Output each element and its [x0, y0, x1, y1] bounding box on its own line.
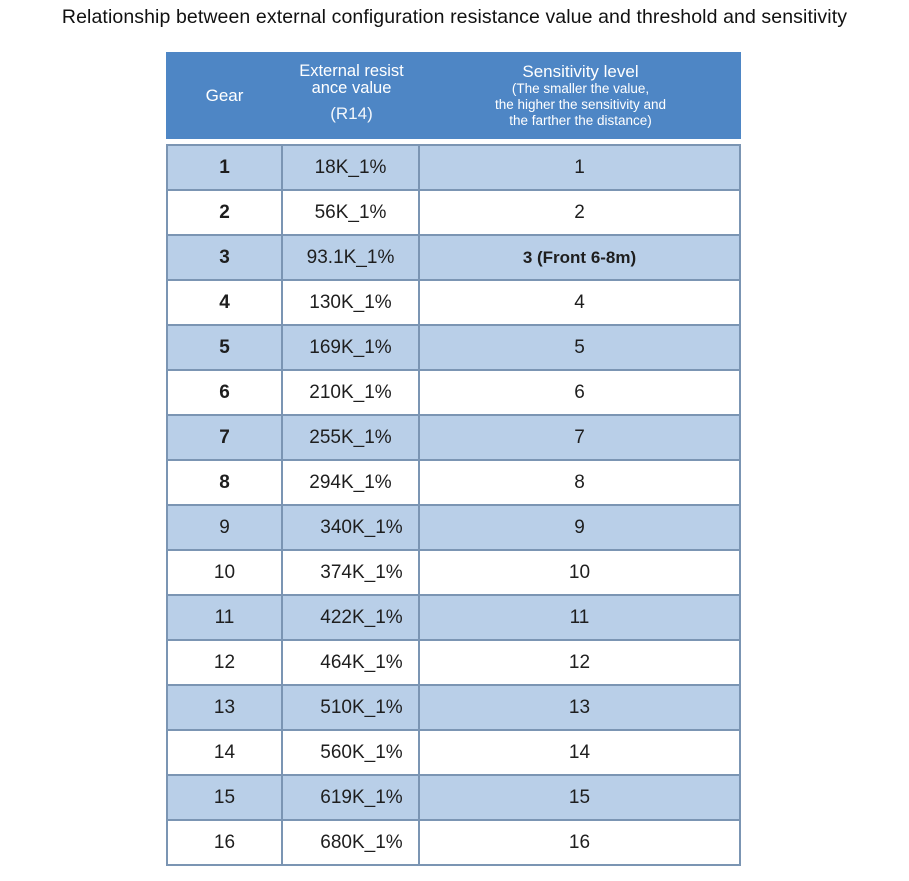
- sensitivity-cell: 4: [574, 291, 585, 313]
- header-sensitivity-title: Sensitivity level: [522, 61, 639, 81]
- resistance-cell: 255K_1%: [283, 416, 420, 459]
- header-resistance-line2: ance value: [311, 79, 392, 97]
- header-resistance-text: [299, 63, 404, 122]
- header-gear-label: Gear: [205, 85, 244, 105]
- resistance-cell: 169K_1%: [283, 326, 420, 369]
- table-row: [168, 641, 739, 686]
- table-row: [168, 731, 739, 776]
- resistance-cell: 130K_1%: [283, 281, 420, 324]
- gear-cell: 16: [168, 821, 283, 864]
- table-row: [168, 551, 739, 596]
- gear-cell: 4: [168, 281, 283, 324]
- table-row: [168, 821, 739, 864]
- header-resistance: [283, 52, 420, 139]
- resistance-sensitivity-table: [166, 52, 741, 866]
- header-sensitivity-note1: (The smaller the value,: [511, 80, 650, 96]
- gear-cell: 6: [168, 371, 283, 414]
- resistance-cell: 294K_1%: [283, 461, 420, 504]
- table-row: [168, 191, 739, 236]
- sensitivity-cell: 7: [574, 426, 585, 448]
- sensitivity-cell: 11: [569, 606, 590, 628]
- table-body: [166, 144, 741, 866]
- page-title: Relationship between external configuration resistance value and threshold and sensitivity: [61, 6, 848, 28]
- sensitivity-cell: 5: [574, 336, 585, 358]
- table-row: [168, 596, 739, 641]
- resistance-cell: 464K_1%: [283, 641, 420, 684]
- sensitivity-cell: 12: [568, 651, 591, 673]
- header-gear: [166, 52, 283, 139]
- resistance-cell: 510K_1%: [283, 686, 420, 729]
- header-sensitivity-note3: the farther the distance): [509, 112, 652, 128]
- table-row: [168, 506, 739, 551]
- gear-cell: 5: [168, 326, 283, 369]
- sensitivity-cell: 9: [574, 516, 585, 538]
- resistance-cell: 374K_1%: [283, 551, 420, 594]
- resistance-cell: 619K_1%: [283, 776, 420, 819]
- gear-cell: 2: [168, 191, 283, 234]
- table-row: [168, 461, 739, 506]
- gear-cell: 1: [168, 146, 283, 189]
- resistance-cell: 560K_1%: [283, 731, 420, 774]
- header-sensitivity: [420, 52, 741, 139]
- sensitivity-cell: 13: [568, 696, 591, 718]
- resistance-cell: 340K_1%: [283, 506, 420, 549]
- resistance-cell: 56K_1%: [283, 191, 420, 234]
- table-row: [168, 281, 739, 326]
- gear-cell: 11: [168, 596, 283, 639]
- table-row: [168, 236, 739, 281]
- table-row: [168, 416, 739, 461]
- resistance-cell: 18K_1%: [283, 146, 420, 189]
- gear-cell: 13: [168, 686, 283, 729]
- gear-cell: 15: [168, 776, 283, 819]
- sensitivity-cell: 16: [568, 831, 591, 853]
- gear-cell: 8: [168, 461, 283, 504]
- table-row: [168, 686, 739, 731]
- sensitivity-cell: 1: [574, 156, 585, 178]
- table-row: [168, 146, 739, 191]
- gear-cell: 9: [168, 506, 283, 549]
- header-resistance-line1: External resist: [299, 62, 404, 80]
- resistance-cell: 210K_1%: [283, 371, 420, 414]
- table-header: [166, 52, 741, 144]
- table-row: [168, 371, 739, 416]
- header-resistance-ref: (R14): [330, 104, 373, 123]
- resistance-cell: 422K_1%: [283, 596, 420, 639]
- resistance-cell: 93.1K_1%: [283, 236, 420, 279]
- sensitivity-cell: 6: [574, 381, 585, 403]
- sensitivity-cell: 15: [568, 786, 591, 808]
- sensitivity-cell: 14: [568, 741, 591, 763]
- table-row: [168, 776, 739, 821]
- sensitivity-cell: 2: [574, 201, 585, 223]
- sensitivity-cell: 10: [568, 561, 591, 583]
- header-sensitivity-note2: the higher the sensitivity and: [494, 96, 667, 112]
- sensitivity-cell: 8: [574, 471, 585, 493]
- gear-cell: 3: [168, 236, 283, 279]
- gear-cell: 10: [168, 551, 283, 594]
- gear-cell: 12: [168, 641, 283, 684]
- gear-cell: 14: [168, 731, 283, 774]
- gear-cell: 7: [168, 416, 283, 459]
- sensitivity-cell: 3 (Front 6-8m): [522, 247, 637, 267]
- table-row: [168, 326, 739, 371]
- resistance-cell: 680K_1%: [283, 821, 420, 864]
